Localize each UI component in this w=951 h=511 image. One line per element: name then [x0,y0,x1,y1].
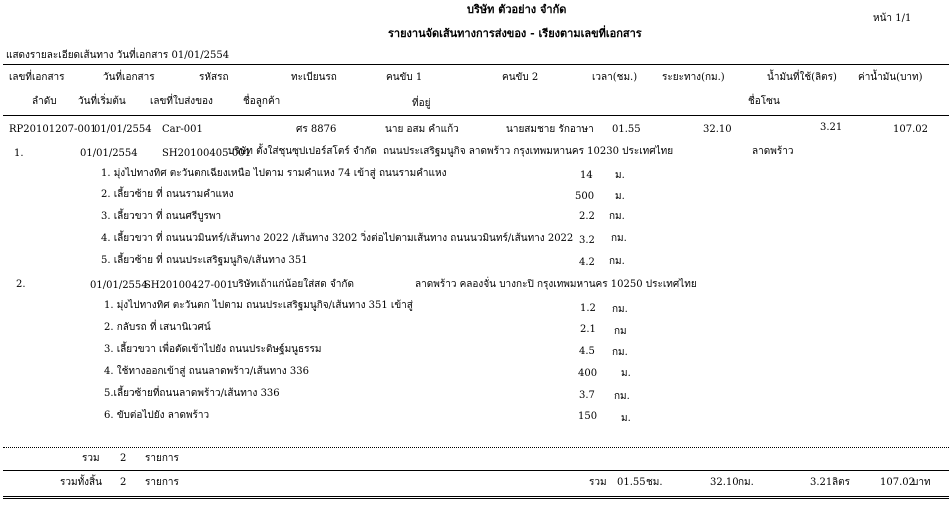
col-driver2: คนขับ 2 [502,72,539,83]
col-zone: ชื่อโซน [748,96,780,107]
col-doc-date: วันที่เอกสาร [103,72,155,83]
col-fuel-cost: ค่าน้ำมัน(บาท) [858,72,923,83]
route-step-distance: 2.2 [579,211,595,222]
route-step-text: 5. เลี้ยวซ้าย ที่ ถนนประเสริฐมนูกิจ/เส้นทาง 351 [101,255,308,266]
route-step-distance: 3.7 [579,390,595,401]
delivery-seq: 1. [14,148,24,159]
fuel-liters: 3.21 [820,122,843,133]
route-step-unit: ม. [615,170,625,181]
total-count: 2 [120,477,127,488]
total-hours-unit: ชม. [646,477,663,488]
doc-date: 01/01/2554 [94,124,152,135]
route-step-text: 3. เลี้ยวขวา ที่ ถนนศรีบูรพา [101,211,222,222]
total-cost-unit: บาท [912,477,931,488]
col-fuel: น้ำมันที่ใช้(ลิตร) [767,72,837,83]
route-step-unit: กม. [611,233,627,244]
route-step-distance: 3.2 [579,235,595,246]
delivery-invoice: SH20100427-001 [144,280,233,291]
route-step-text: 1. มุ่งไปทางทิศ ตะวันตก ไปตาม ถนนประเสริฐมนูกิจ/เส้นทาง 351 เข้าสู่ [104,300,413,311]
route-step-unit: ม. [615,191,625,202]
delivery-seq: 2. [16,279,26,290]
route-step-distance: 2.1 [580,324,596,335]
total-fuel: 3.21 [810,477,833,488]
total-top-rule [3,470,949,471]
total-hours: 01.55 [617,477,646,488]
total-underline-1 [664,496,863,497]
delivery-start-date: 01/01/2554 [90,280,148,291]
sum-label: รวม [82,453,100,464]
delivery-zone: ลาดพร้าว [752,146,794,157]
plate: ศร 8876 [296,124,337,135]
delivery-start-date: 01/01/2554 [80,148,138,159]
route-step-unit: กม. [612,304,628,315]
driver1: นาย อสม คำแก้ว [385,124,459,135]
col-customer: ชื่อลูกค้า [243,96,281,107]
col-start-date: วันที่เริ่มต้น [78,96,126,107]
car-code: Car-001 [162,124,203,135]
total-items-label: รายการ [145,477,179,488]
report-subtitle: แสดงรายละเอียดเส้นทาง วันที่เอกสาร 01/01/2554 [6,50,230,61]
route-step-unit: กม [614,326,627,337]
total-distance: 32.10 [710,477,739,488]
route-step-distance: 150 [578,411,598,422]
route-step-text: 4. เลี้ยวขวา ที่ ถนนนวมินทร์/เส้นทาง 2022 /เส้นทาง 3202 วิ่งต่อไปตามเส้นทาง ถนนนวมินทร์/เส้นทาง 2022 [101,233,574,244]
col-invoice: เลขที่ใบส่งของ [150,96,213,107]
delivery-address: ถนนประเสริฐมนูกิจ ลาดพร้าว กรุงเทพมหานคร 10230 ประเทศไทย [383,146,674,157]
report-title: รายงานจัดเส้นทางการส่งของ - เรียงตามเลขที่เอกสาร [388,27,642,40]
total-underline-2 [876,496,949,497]
route-step-unit: กม. [609,211,625,222]
doc-no: RP20101207-001 [9,124,97,135]
driver2: นายสมชาย รักอาษา [506,124,594,135]
col-plate: ทะเบียนรถ [291,72,337,83]
hours: 01.55 [612,124,641,135]
route-step-text: 2. กลับรถ ที่ เสนานิเวศน์ [104,322,211,333]
col-distance: ระยะทาง(กม.) [662,72,725,83]
total-label: รวมทั้งสิ้น [60,477,102,488]
route-step-distance: 1.2 [580,303,596,314]
route-step-text: 5.เลี้ยวซ้ายที่ถนนลาดพร้าว/เส้นทาง 336 [104,388,280,399]
total-fuel-unit: ลิตร [832,477,850,488]
sum-items-label: รายการ [145,453,179,464]
group-sum-rule [3,447,949,448]
header-top-rule [3,64,949,65]
total-distance-unit: กม. [738,477,754,488]
delivery-customer: บริษัท ตั้งใส่ชุนซุปเปอร์สโตร์ จำกัด [228,146,377,157]
total-cost: 107.02 [880,477,915,488]
total-time-label: รวม [589,477,607,488]
delivery-address: ลาดพร้าว คลองจั่น บางกะปิ กรุงเทพมหานคร 10250 ประเทศไทย [415,279,697,290]
route-step-unit: กม. [609,256,625,267]
col-hours: เวลา(ชม.) [592,72,638,83]
route-step-distance: 4.2 [579,257,595,268]
header-bottom-rule [3,115,949,116]
route-step-distance: 14 [580,170,593,181]
route-step-unit: ม. [621,413,631,424]
col-address: ที่อยู่ [412,98,431,109]
route-step-distance: 500 [575,191,595,202]
delivery-invoice: SH20100405-001 [162,148,251,159]
fuel-cost: 107.02 [893,124,928,135]
route-step-text: 4. ใช้ทางออกเข้าสู่ ถนนลาดพร้าว/เส้นทาง 336 [104,366,309,377]
route-step-distance: 4.5 [579,346,595,357]
route-step-text: 3. เลี้ยวขวา เพื่อตัดเข้าไปยัง ถนนประดิษฐ์มนูธรรม [104,344,322,355]
route-step-text: 1. มุ่งไปทางทิศ ตะวันตกเฉียงเหนือ ไปตาม รามคำแหง 74 เข้าสู่ ถนนรามคำแหง [101,168,447,179]
route-step-text: 6. ขับต่อไปยัง ลาดพร้าว [104,410,210,421]
col-seq: ลำดับ [32,96,57,107]
col-doc-no: เลขที่เอกสาร [9,72,65,83]
col-car-code: รหัสรถ [199,72,229,83]
route-step-unit: กม. [612,347,628,358]
sum-count: 2 [120,453,127,464]
route-step-text: 2. เลี้ยวซ้าย ที่ ถนนรามคำแหง [101,189,234,200]
distance: 32.10 [703,124,732,135]
delivery-customer: บริษัทเถ้าแก่น้อยใส่สด จำกัด [232,279,354,290]
page-number: หน้า 1/1 [873,13,912,24]
route-step-unit: ม. [621,368,631,379]
route-step-distance: 400 [578,368,598,379]
col-driver1: คนขับ 1 [386,72,423,83]
company-name: บริษัท ตัวอย่าง จำกัด [467,3,567,16]
route-step-unit: กม. [614,391,630,402]
